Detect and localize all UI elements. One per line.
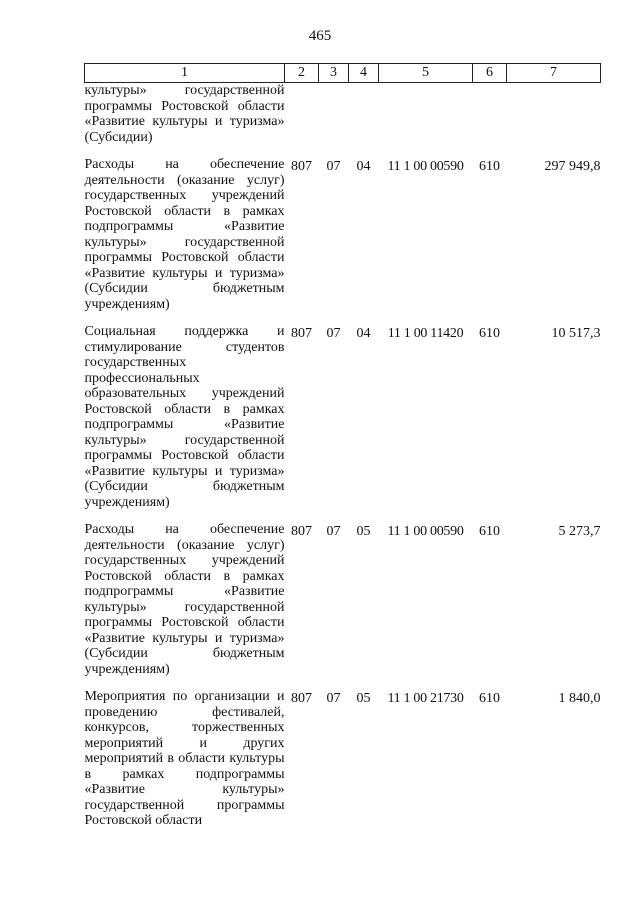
target-article: 11 1 00 00590 bbox=[387, 159, 464, 174]
table-row bbox=[85, 324, 601, 522]
section-code: 07 bbox=[326, 159, 341, 174]
expense-type: 610 bbox=[479, 691, 500, 706]
amount: 5 273,7 bbox=[558, 524, 601, 539]
subsection-code: 05 bbox=[356, 691, 371, 706]
section-code: 07 bbox=[326, 326, 341, 341]
subsection-code: 04 bbox=[356, 326, 371, 341]
expense-type: 610 bbox=[479, 159, 500, 174]
page-number: 465 bbox=[308, 28, 332, 44]
column-header-4: 4 bbox=[349, 64, 379, 83]
subsection-code: 05 bbox=[356, 524, 371, 539]
section-code: 07 bbox=[326, 524, 341, 539]
table-row bbox=[85, 157, 601, 324]
subsection-code: 04 bbox=[356, 159, 371, 174]
amount: 10 517,3 bbox=[551, 326, 601, 341]
section-code: 07 bbox=[326, 691, 341, 706]
column-header-7: 7 bbox=[507, 64, 601, 83]
table-header-row bbox=[85, 64, 601, 83]
target-article: 11 1 00 11420 bbox=[387, 326, 464, 341]
row-name: Расходы на обеспечение деятельности (оказание услуг) государственных учреждений Ростовской области в рамках подпрограммы «Развитие культуры» государственной программы Ростовской области «Развитие культуры и туризма» (Субсидии бюджетным учреждениям) bbox=[84, 157, 285, 312]
target-article: 11 1 00 00590 bbox=[387, 524, 464, 539]
amount: 297 949,8 bbox=[544, 159, 601, 174]
row-name: Расходы на обеспечение деятельности (оказание услуг) государственных учреждений Ростовской области в рамках подпрограммы «Развитие культуры» государственной программы Ростовской области «Развитие культуры и туризма» (Субсидии бюджетным учреждениям) bbox=[84, 522, 285, 677]
expense-type: 610 bbox=[479, 326, 500, 341]
row-name: Социальная поддержка и стимулирование студентов государственных профессиональных образовательных учреждений Ростовской области в рамках подпрограммы «Развитие культуры» государственной программы Ростовской области «Развитие культуры и туризма» (Субсидии бюджетным учреждениям) bbox=[84, 324, 285, 510]
table-row bbox=[85, 522, 601, 689]
ministry-code: 807 bbox=[291, 159, 312, 174]
column-header-1: 1 bbox=[85, 64, 285, 83]
amount: 1 840,0 bbox=[558, 691, 601, 706]
row-name: Мероприятия по организации и проведению фестивалей, конкурсов, торжественных мероприятий и других мероприятий в области культуры в рамках подпрограммы «Развитие культуры» государственной программы Ростовской области bbox=[84, 689, 285, 828]
column-header-5: 5 bbox=[379, 64, 473, 83]
column-header-3: 3 bbox=[319, 64, 349, 83]
continuation-row bbox=[85, 83, 601, 158]
column-header-2: 2 bbox=[285, 64, 319, 83]
expense-type: 610 bbox=[479, 524, 500, 539]
continuation-text: культуры» государственной программы Ростовской области «Развитие культуры и туризма» (Субсидии) bbox=[84, 83, 285, 145]
column-header-6: 6 bbox=[473, 64, 507, 83]
budget-table bbox=[84, 63, 601, 841]
ministry-code: 807 bbox=[291, 524, 312, 539]
table-row bbox=[85, 689, 601, 841]
ministry-code: 807 bbox=[291, 691, 312, 706]
target-article: 11 1 00 21730 bbox=[387, 691, 464, 706]
ministry-code: 807 bbox=[291, 326, 312, 341]
